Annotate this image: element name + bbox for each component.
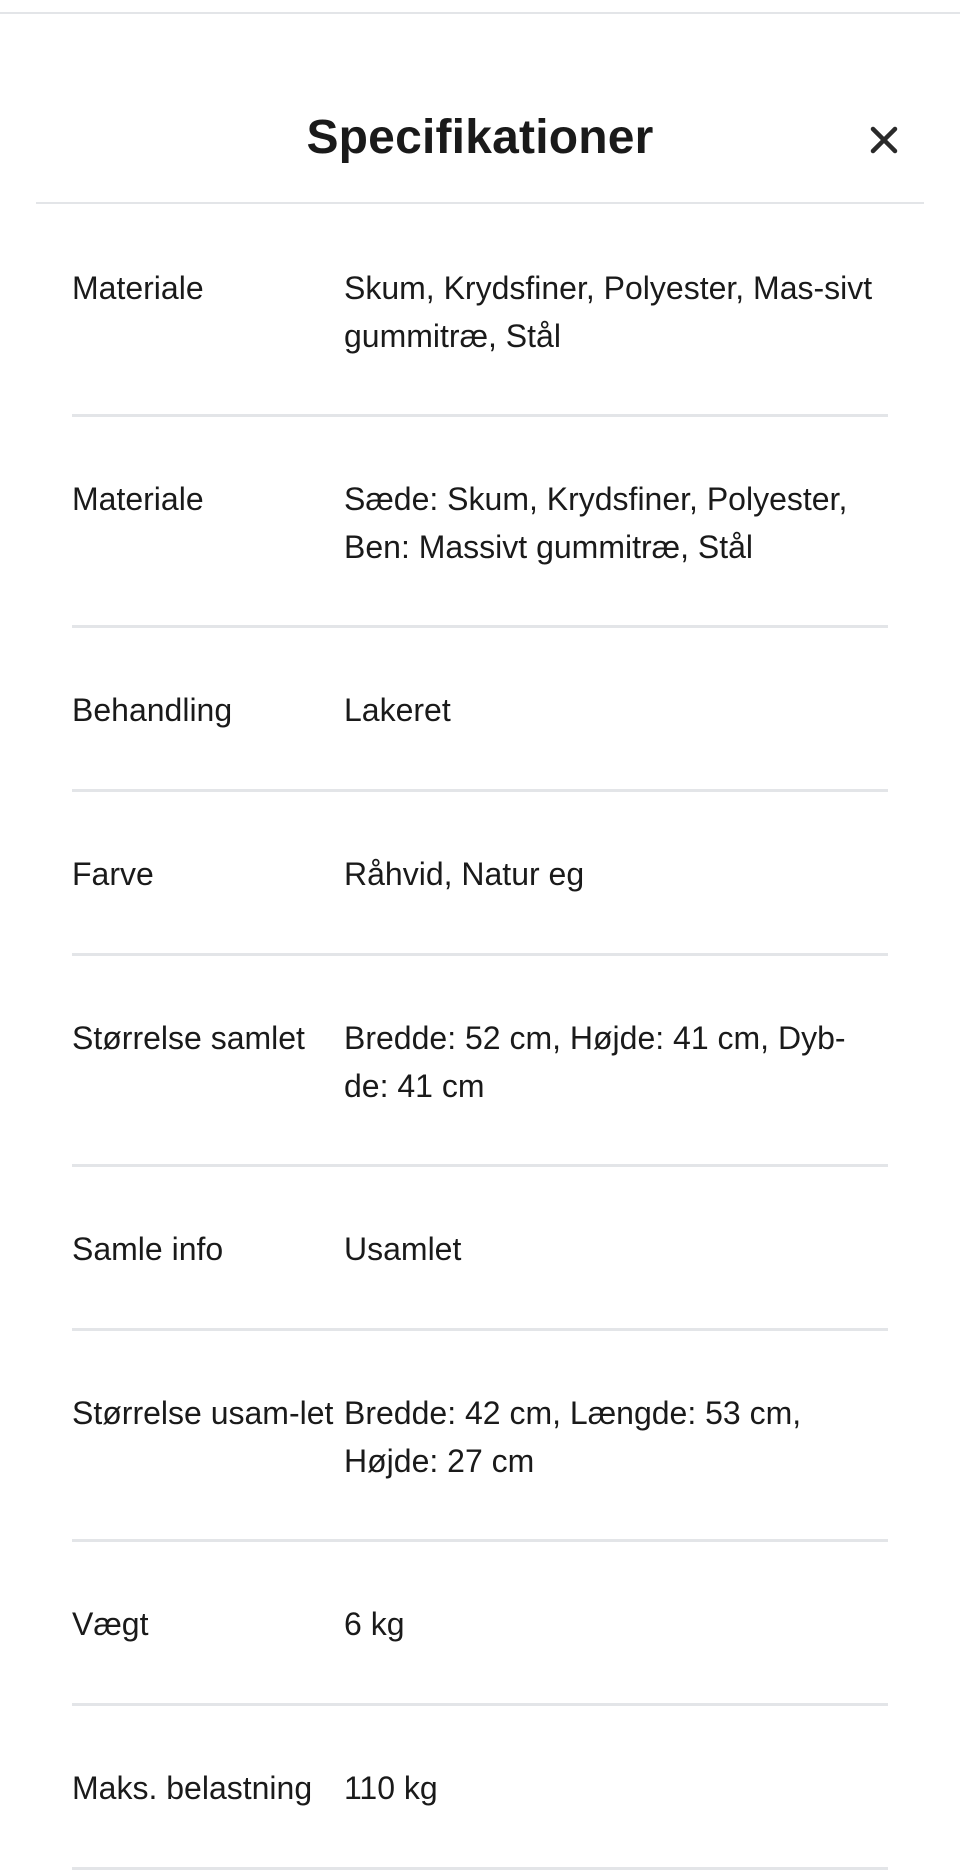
spec-value: Bredde: 52 cm, Højde: 41 cm, Dyb-de: 41 cm	[344, 1020, 846, 1104]
spec-row-behandling	[72, 628, 888, 792]
modal-header	[36, 14, 924, 204]
spec-row-farve	[72, 792, 888, 956]
spec-value: Skum, Krydsfiner, Polyester, Mas-sivt gummitræ, Stål	[344, 270, 873, 354]
spec-row-materiale	[72, 206, 888, 417]
spec-value: Råhvid, Natur eg	[344, 856, 585, 892]
spec-row-stoerrelse-samlet	[72, 956, 888, 1167]
spec-value: Sæde: Skum, Krydsfiner, Polyester, Ben: Massivt gummitræ, Stål	[344, 481, 848, 565]
spec-value: 6 kg	[344, 1606, 405, 1642]
spec-label: Farve	[72, 856, 154, 892]
spec-label: Størrelse usam-let	[72, 1395, 334, 1431]
close-icon	[858, 114, 910, 166]
spec-label: Materiale	[72, 270, 204, 306]
spec-label: Behandling	[72, 692, 233, 728]
spec-label: Materiale	[72, 481, 204, 517]
spec-value: Lakeret	[344, 692, 451, 728]
spec-row-materiale-detail	[72, 417, 888, 628]
spec-value: Bredde: 42 cm, Længde: 53 cm, Højde: 27 cm	[344, 1395, 802, 1479]
spec-list	[72, 206, 888, 1870]
spec-row-samle-info	[72, 1167, 888, 1331]
spec-row-vaegt	[72, 1542, 888, 1706]
spec-value: 110 kg	[344, 1770, 438, 1806]
spec-row-stoerrelse-usamlet	[72, 1331, 888, 1542]
close-button[interactable]	[858, 114, 910, 166]
spec-label: Vægt	[72, 1606, 149, 1642]
page-title: Specifikationer	[306, 111, 654, 164]
spec-value: Usamlet	[344, 1231, 462, 1267]
spec-label: Samle info	[72, 1231, 224, 1267]
spec-row-maks-belastning	[72, 1706, 888, 1870]
spec-label: Størrelse samlet	[72, 1020, 305, 1056]
spec-label: Maks. belastning	[72, 1770, 313, 1806]
